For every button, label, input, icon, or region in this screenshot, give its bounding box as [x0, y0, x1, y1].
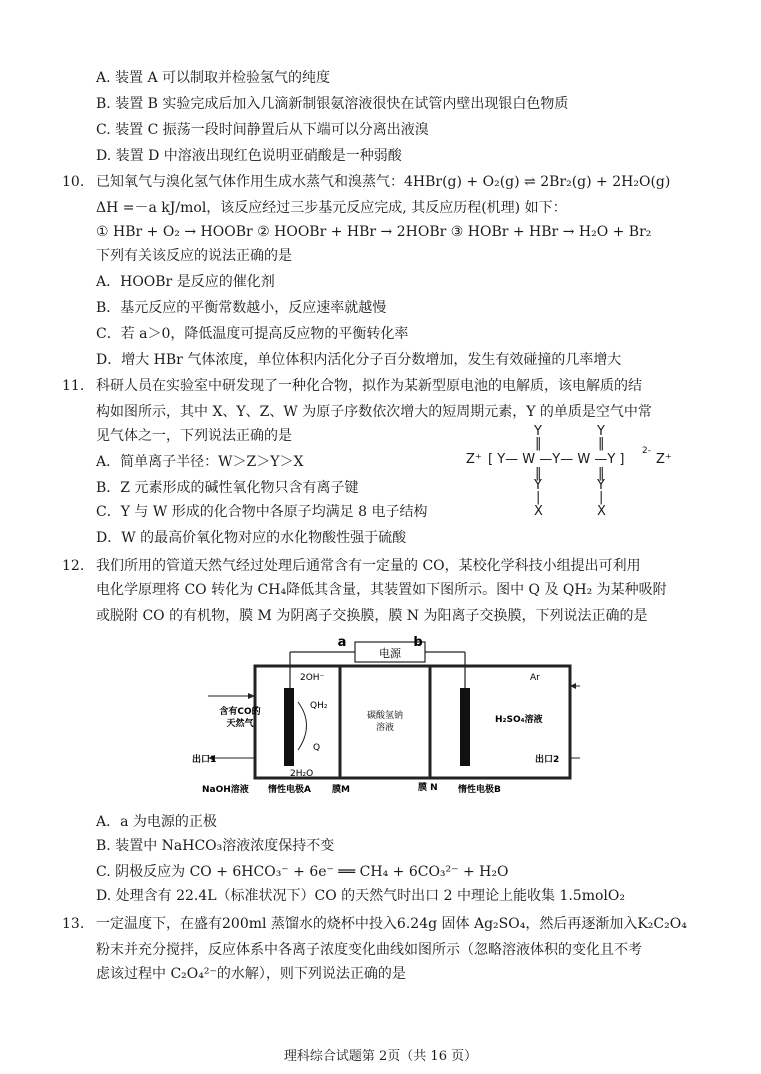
q13-number: 13.	[62, 916, 85, 932]
q11-option-d: D．W 的最高价氧化物对应的水化物酸性强于硫酸	[96, 530, 407, 546]
electrode-b-label: 惰性电极B	[458, 785, 501, 795]
water-label: 2H₂O	[290, 769, 314, 779]
struct-main-chain: [ Y— W —Y— W —Y ]	[488, 452, 625, 467]
struct-double-bond-bottom-1: ‖	[535, 466, 542, 481]
outlet-2-label: 出口2	[535, 755, 560, 765]
struct-single-bond-1: |	[536, 490, 541, 505]
naoh-label: NaOH溶液	[202, 785, 249, 795]
q11-stem-line2: 构如图所示，其中 X、Y、Z、W 为原子序数依次增大的短周期元素，Y 的单质是空气中常	[96, 404, 652, 420]
outlet-1-label: 出口1	[192, 755, 217, 765]
struct-y-bottom-1: Y	[534, 478, 542, 493]
q11-option-b: B．Z 元素形成的碱性氧化物只含有离子键	[96, 480, 359, 496]
h2so4-label: H₂SO₄溶液	[495, 715, 543, 725]
q13-stem-line2: 粉末并充分搅拌，反应体系中各离子浓度变化曲线如图所示（忽略溶液体积的变化且不考	[96, 942, 642, 958]
struct-x-2: X	[597, 504, 606, 519]
q12-stem-line3: 或脱附 CO 的有机物，膜 M 为阴离子交换膜，膜 N 为阳离子交换膜，下列说法正确的是	[96, 608, 648, 624]
q12-option-d: D. 处理含有 22.4L（标准状况下）CO 的天然气时出口 2 中理论上能收集 1.5molO₂	[96, 888, 625, 904]
q10-stem-line2: ΔH =－a kJ/mol，该反应经过三步基元反应完成, 其反应历程(机理) 如下：	[96, 200, 567, 216]
struct-x-1: X	[534, 504, 543, 519]
q12-number: 12.	[62, 558, 85, 574]
q12-stem-line1: 我们所用的管道天然气经过处理后通常含有一定量的 CO，某校化学科技小组提出可利用	[96, 558, 641, 574]
argon-label: Ar	[530, 673, 540, 683]
q11-stem-line1: 科研人员在实验室中研发现了一种化合物，拟作为某新型原电池的电解质，该电解质的结	[96, 378, 642, 394]
electrode-a-arrow	[298, 702, 307, 750]
q12-stem-line2: 电化学原理将 CO 转化为 CH₄降低其含量，其装置如下图所示。图中 Q 及 QH₂ 为某种吸附	[96, 582, 667, 598]
membrane-n-label: 膜 N	[418, 783, 438, 793]
struct-charge: 2-	[642, 446, 651, 456]
q13-stem-line1: 一定温度下，在盛有200ml 蒸馏水的烧杯中投入6.24g 固体 Ag₂SO₄，然后再逐渐加入K₂C₂O₄	[96, 916, 687, 932]
co-gas-label-2: 天然气	[226, 719, 254, 729]
struct-y-bottom-2: Y	[597, 478, 605, 493]
q10-number: 10.	[62, 174, 85, 190]
nahco3-label-1: 碳酸氢钠	[366, 711, 404, 721]
q10-question: 下列有关该反应的说法正确的是	[96, 248, 292, 264]
terminal-a-label: a	[337, 635, 347, 650]
struct-double-bond-top-2: ‖	[598, 436, 605, 451]
power-source-label: 电源	[379, 647, 401, 660]
nahco3-label-2: 溶液	[375, 723, 395, 733]
q9-option-d: D. 装置 D 中溶液出现红色说明亚硝酸是一种弱酸	[96, 148, 402, 164]
q11-option-a: A．简单离子半径：W＞Z＞Y＞X	[96, 454, 304, 470]
q10-option-a: A．HOOBr 是反应的催化剂	[96, 274, 275, 290]
q9-option-b: B. 装置 B 实验完成后加入几滴新制银氨溶液很快在试管内壁出现银白色物质	[96, 96, 569, 112]
struct-z-left: Z⁺	[466, 452, 482, 467]
q10-option-b: B．基元反应的平衡常数越小，反应速率就越慢	[96, 300, 387, 316]
q12-electrolysis-diagram	[180, 630, 580, 798]
electrode-a	[284, 688, 294, 766]
q10-option-c: C．若 a＞0，降低温度可提高反应物的平衡转化率	[96, 326, 409, 342]
q13-stem-line3: 虑该过程中 C₂O₄²⁻的水解），则下列说法正确的是	[96, 966, 406, 982]
struct-z-right: Z⁺	[656, 452, 672, 467]
q11-number: 11.	[62, 378, 85, 394]
q12-option-b: B. 装置中 NaHCO₃溶液浓度保持不变	[96, 838, 335, 854]
q-label: Q	[313, 743, 321, 753]
terminal-b-label: b	[413, 635, 423, 650]
q12-option-a: A．a 为电源的正极	[96, 814, 217, 830]
q11-stem-line3: 见气体之一，下列说法正确的是	[96, 428, 292, 444]
membrane-m-label: 膜M	[332, 785, 350, 795]
struct-double-bond-top-1: ‖	[535, 436, 542, 451]
q11-option-c: C．Y 与 W 形成的化合物中各原子均满足 8 电子结构	[96, 504, 428, 520]
struct-y-top-2: Y	[597, 424, 605, 439]
hydroxide-label: 2OH⁻	[300, 673, 325, 683]
q11-structure-figure	[464, 424, 694, 520]
q9-option-a: A. 装置 A 可以制取并检验氢气的纯度	[96, 70, 331, 86]
q12-option-c: C. 阴极反应为 CO + 6HCO₃⁻ + 6e⁻ ══ CH₄ + 6CO₃²⁻ + H₂O	[96, 864, 509, 880]
page-footer: 理科综合试题第 2页（共 16 页）	[283, 1049, 478, 1064]
qh2-label: QH₂	[310, 701, 328, 711]
q9-option-c: C. 装置 C 振荡一段时间静置后从下端可以分离出液溴	[96, 122, 429, 138]
electrode-a-label: 惰性电极A	[268, 785, 311, 795]
electrode-b	[460, 688, 470, 766]
struct-double-bond-bottom-2: ‖	[598, 466, 605, 481]
struct-y-top-1: Y	[534, 424, 542, 439]
struct-single-bond-2: |	[599, 490, 604, 505]
q10-option-d: D．增大 HBr 气体浓度，单位体积内活化分子百分数增加，发生有效碰撞的几率增大	[96, 352, 622, 368]
co-gas-label-1: 含有CO的	[219, 707, 261, 717]
q10-mechanism: ① HBr + O₂ → HOOBr ② HOOBr + HBr → 2HOBr ③ HOBr + HBr → H₂O + Br₂	[96, 224, 652, 240]
q10-stem-line1: 已知氧气与溴化氢气体作用生成水蒸气和溴蒸气：4HBr(g) + O₂(g) ⇌ 2Br₂(g) + 2H₂O(g)	[96, 174, 671, 190]
